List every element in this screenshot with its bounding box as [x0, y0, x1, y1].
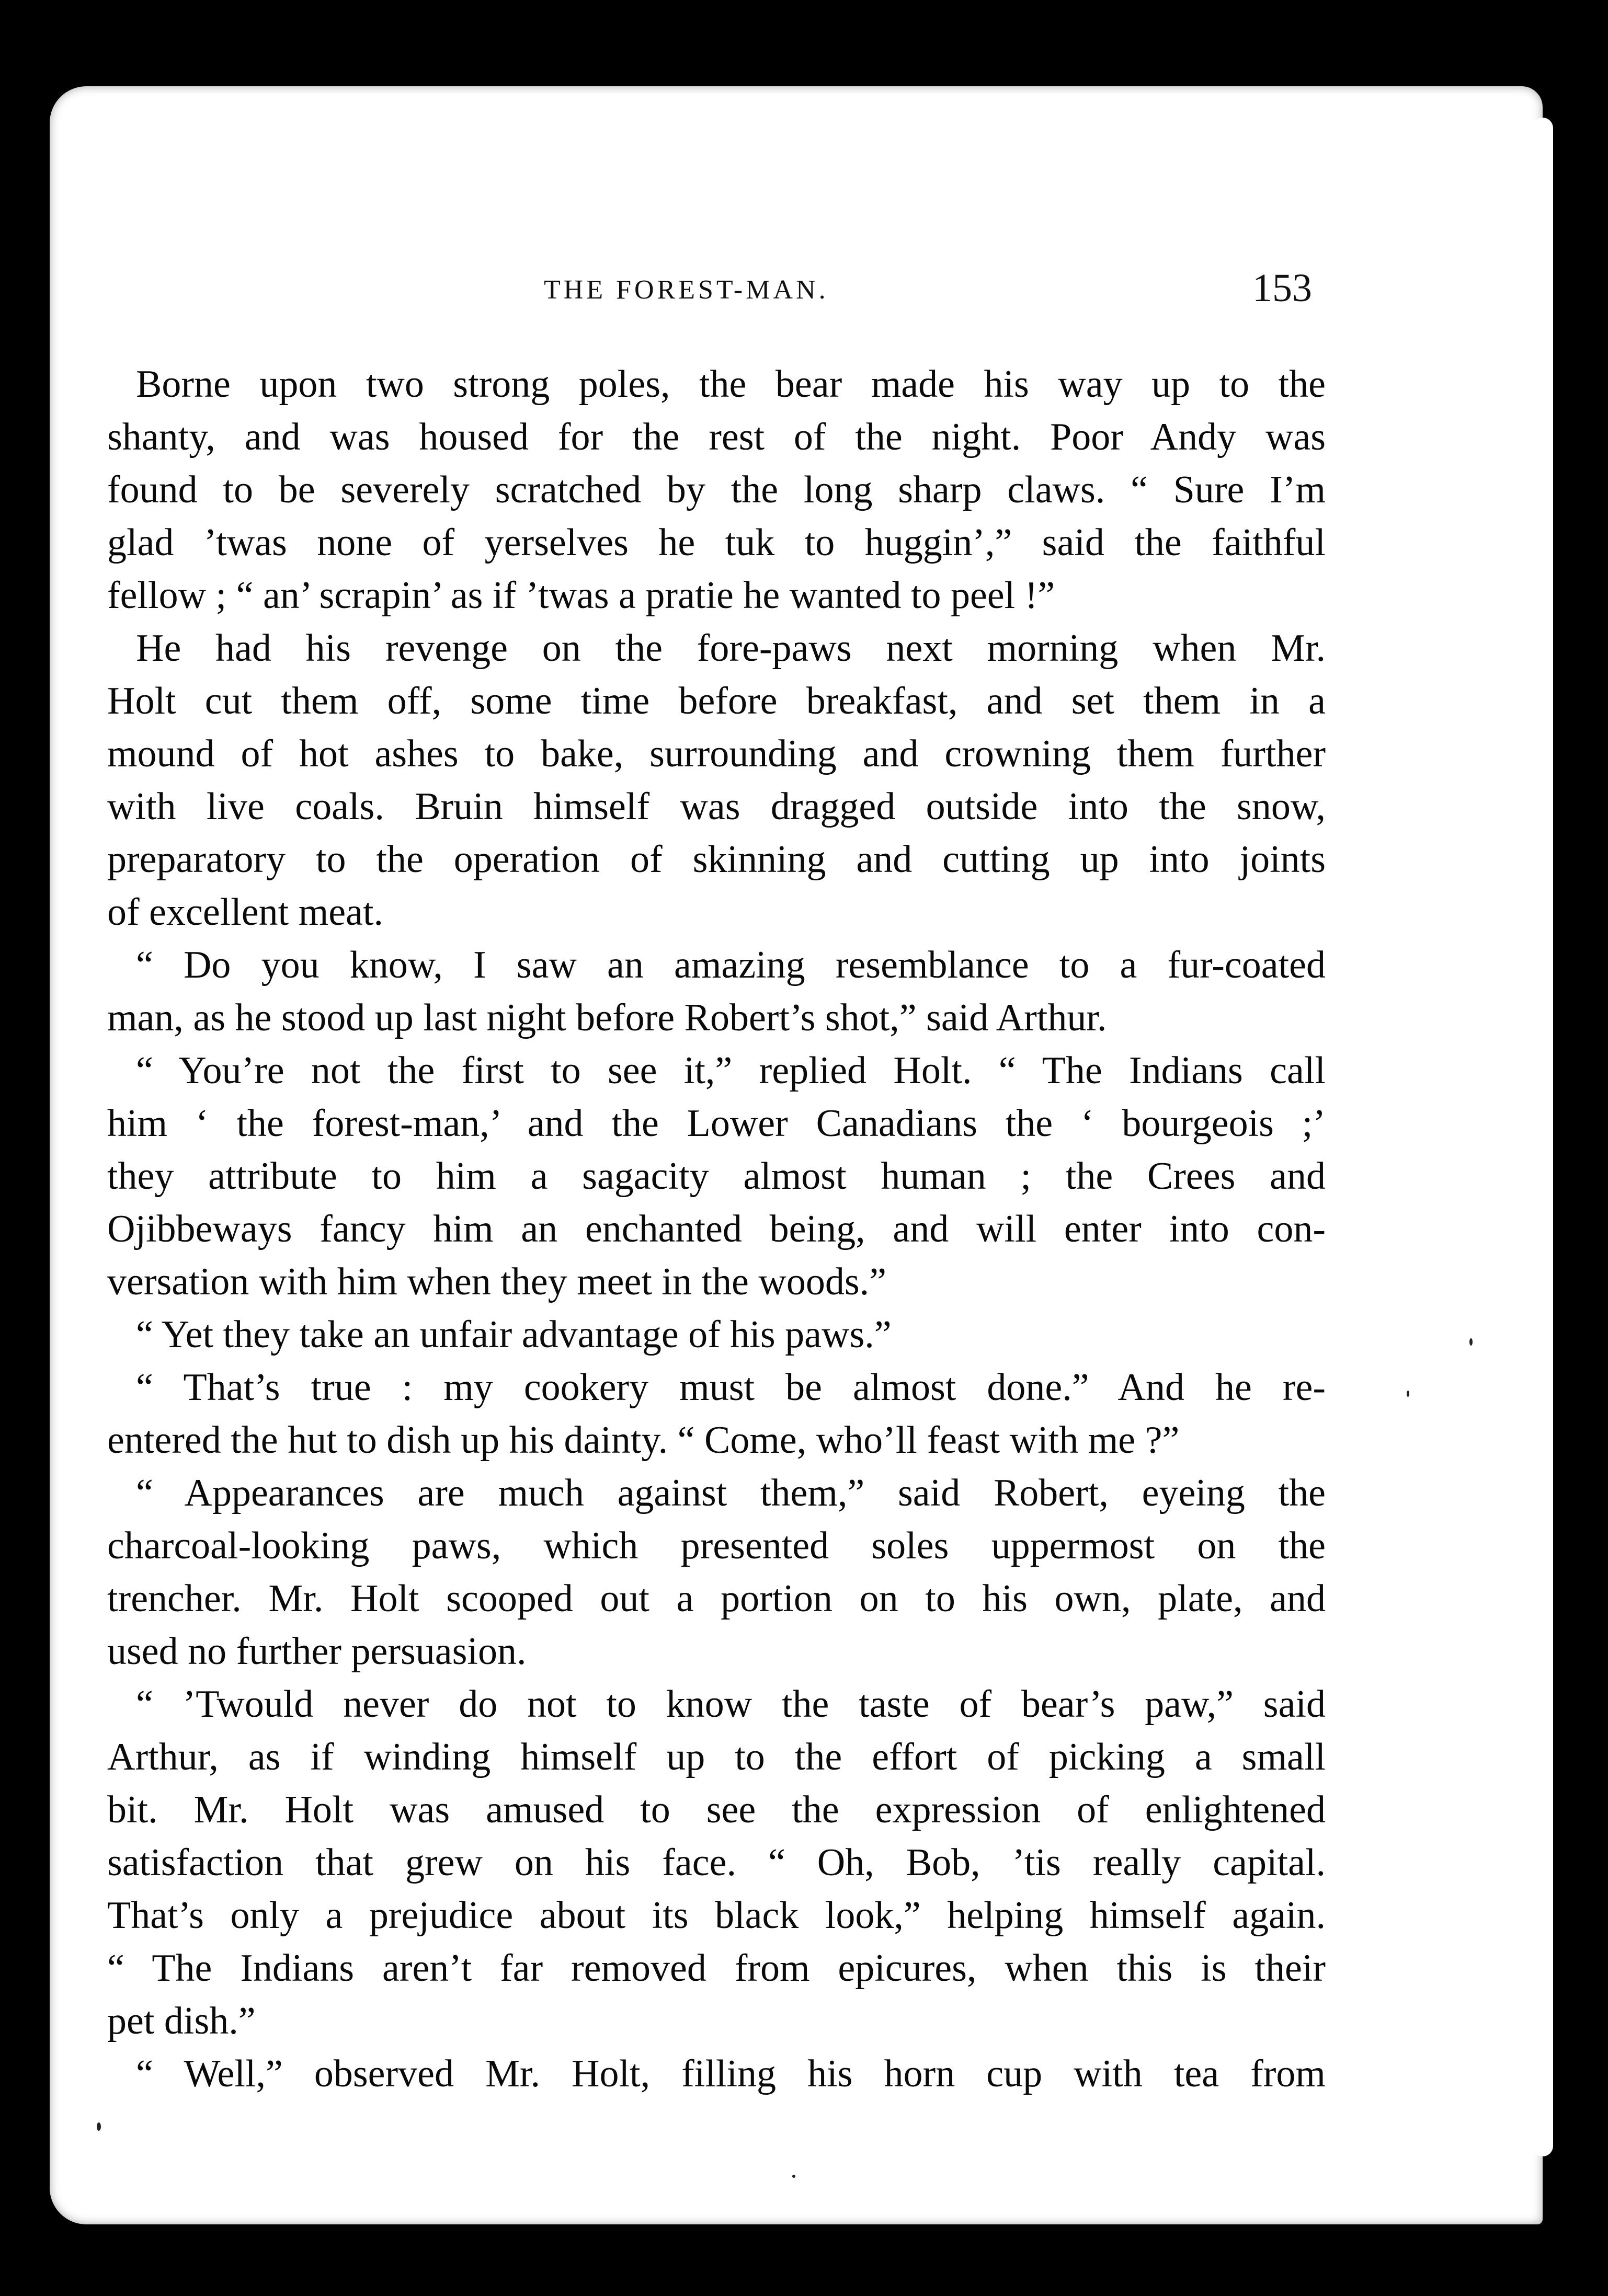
text-line: him ‘ the forest-man,’ and the Lower Canadians the ‘ bourgeois ;’	[107, 1102, 1326, 1145]
text-line: “ Well,” observed Mr. Holt, filling his horn cup with tea from	[136, 2052, 1326, 2095]
running-head-title: THE FOREST-MAN.	[544, 275, 829, 305]
text-line: glad ’twas none of yerselves he tuk to huggin’,” said the faithful	[107, 521, 1326, 564]
text-line: Borne upon two strong poles, the bear made his way up to the	[136, 363, 1326, 406]
text-line: with live coals. Bruin himself was dragged outside into the snow,	[107, 785, 1326, 828]
ink-speck	[792, 2175, 795, 2178]
text-line: preparatory to the operation of skinning and cutting up into joints	[107, 838, 1326, 881]
text-line: “ Do you know, I saw an amazing resemblance to a fur-coated	[136, 944, 1326, 986]
ink-speck	[1469, 1338, 1473, 1346]
text-line: mound of hot ashes to bake, surrounding and crowning them further	[107, 732, 1326, 775]
text-line: “ Yet they take an unfair advantage of his paws.”	[136, 1313, 892, 1356]
text-line: bit. Mr. Holt was amused to see the expression of enlightened	[107, 1788, 1326, 1831]
text-line: of excellent meat.	[107, 891, 384, 934]
ink-speck	[97, 2122, 101, 2131]
text-line: “ Appearances are much against them,” said Robert, eyeing the	[136, 1472, 1326, 1514]
text-line: they attribute to him a sagacity almost human ; the Crees and	[107, 1155, 1326, 1198]
page-number: 153	[1252, 266, 1312, 310]
text-line: “ That’s true : my cookery must be almost done.” And he re-	[136, 1366, 1326, 1409]
text-line: That’s only a prejudice about its black look,” helping himself again.	[107, 1894, 1326, 1937]
text-line: versation with him when they meet in the woods.”	[107, 1260, 886, 1303]
text-line: pet dish.”	[107, 2000, 256, 2042]
text-line: charcoal-looking paws, which presented soles uppermost on the	[107, 1524, 1326, 1567]
text-line: “ You’re not the first to see it,” replied Holt. “ The Indians call	[136, 1049, 1326, 1092]
ink-speck	[1407, 1391, 1409, 1397]
text-line: man, as he stood up last night before Robert’s shot,” said Arthur.	[107, 996, 1107, 1039]
text-line: Ojibbeways fancy him an enchanted being, and will enter into con-	[107, 1208, 1326, 1250]
text-line: fellow ; “ an’ scrapin’ as if ’twas a pratie he wanted to peel !”	[107, 574, 1055, 617]
text-line: satisfaction that grew on his face. “ Oh, Bob, ’tis really capital.	[107, 1841, 1326, 1884]
text-line: “ ’Twould never do not to know the taste of bear’s paw,” said	[136, 1683, 1326, 1726]
text-line: found to be severely scratched by the long sharp claws. “ Sure I’m	[107, 468, 1326, 511]
text-line: He had his revenge on the fore-paws next morning when Mr.	[136, 627, 1326, 670]
text-line: Arthur, as if winding himself up to the effort of picking a small	[107, 1736, 1326, 1778]
text-line: shanty, and was housed for the rest of the night. Poor Andy was	[107, 416, 1326, 458]
body-text	[107, 358, 1326, 2100]
text-line: Holt cut them off, some time before breakfast, and set them in a	[107, 680, 1326, 722]
text-line: entered the hut to dish up his dainty. “ Come, who’ll feast with me ?”	[107, 1419, 1180, 1462]
text-line: trencher. Mr. Holt scooped out a portion on to his own, plate, and	[107, 1577, 1326, 1620]
text-line: “ The Indians aren’t far removed from epicures, when this is their	[107, 1947, 1326, 1990]
text-line: used no further persuasion.	[107, 1630, 527, 1673]
